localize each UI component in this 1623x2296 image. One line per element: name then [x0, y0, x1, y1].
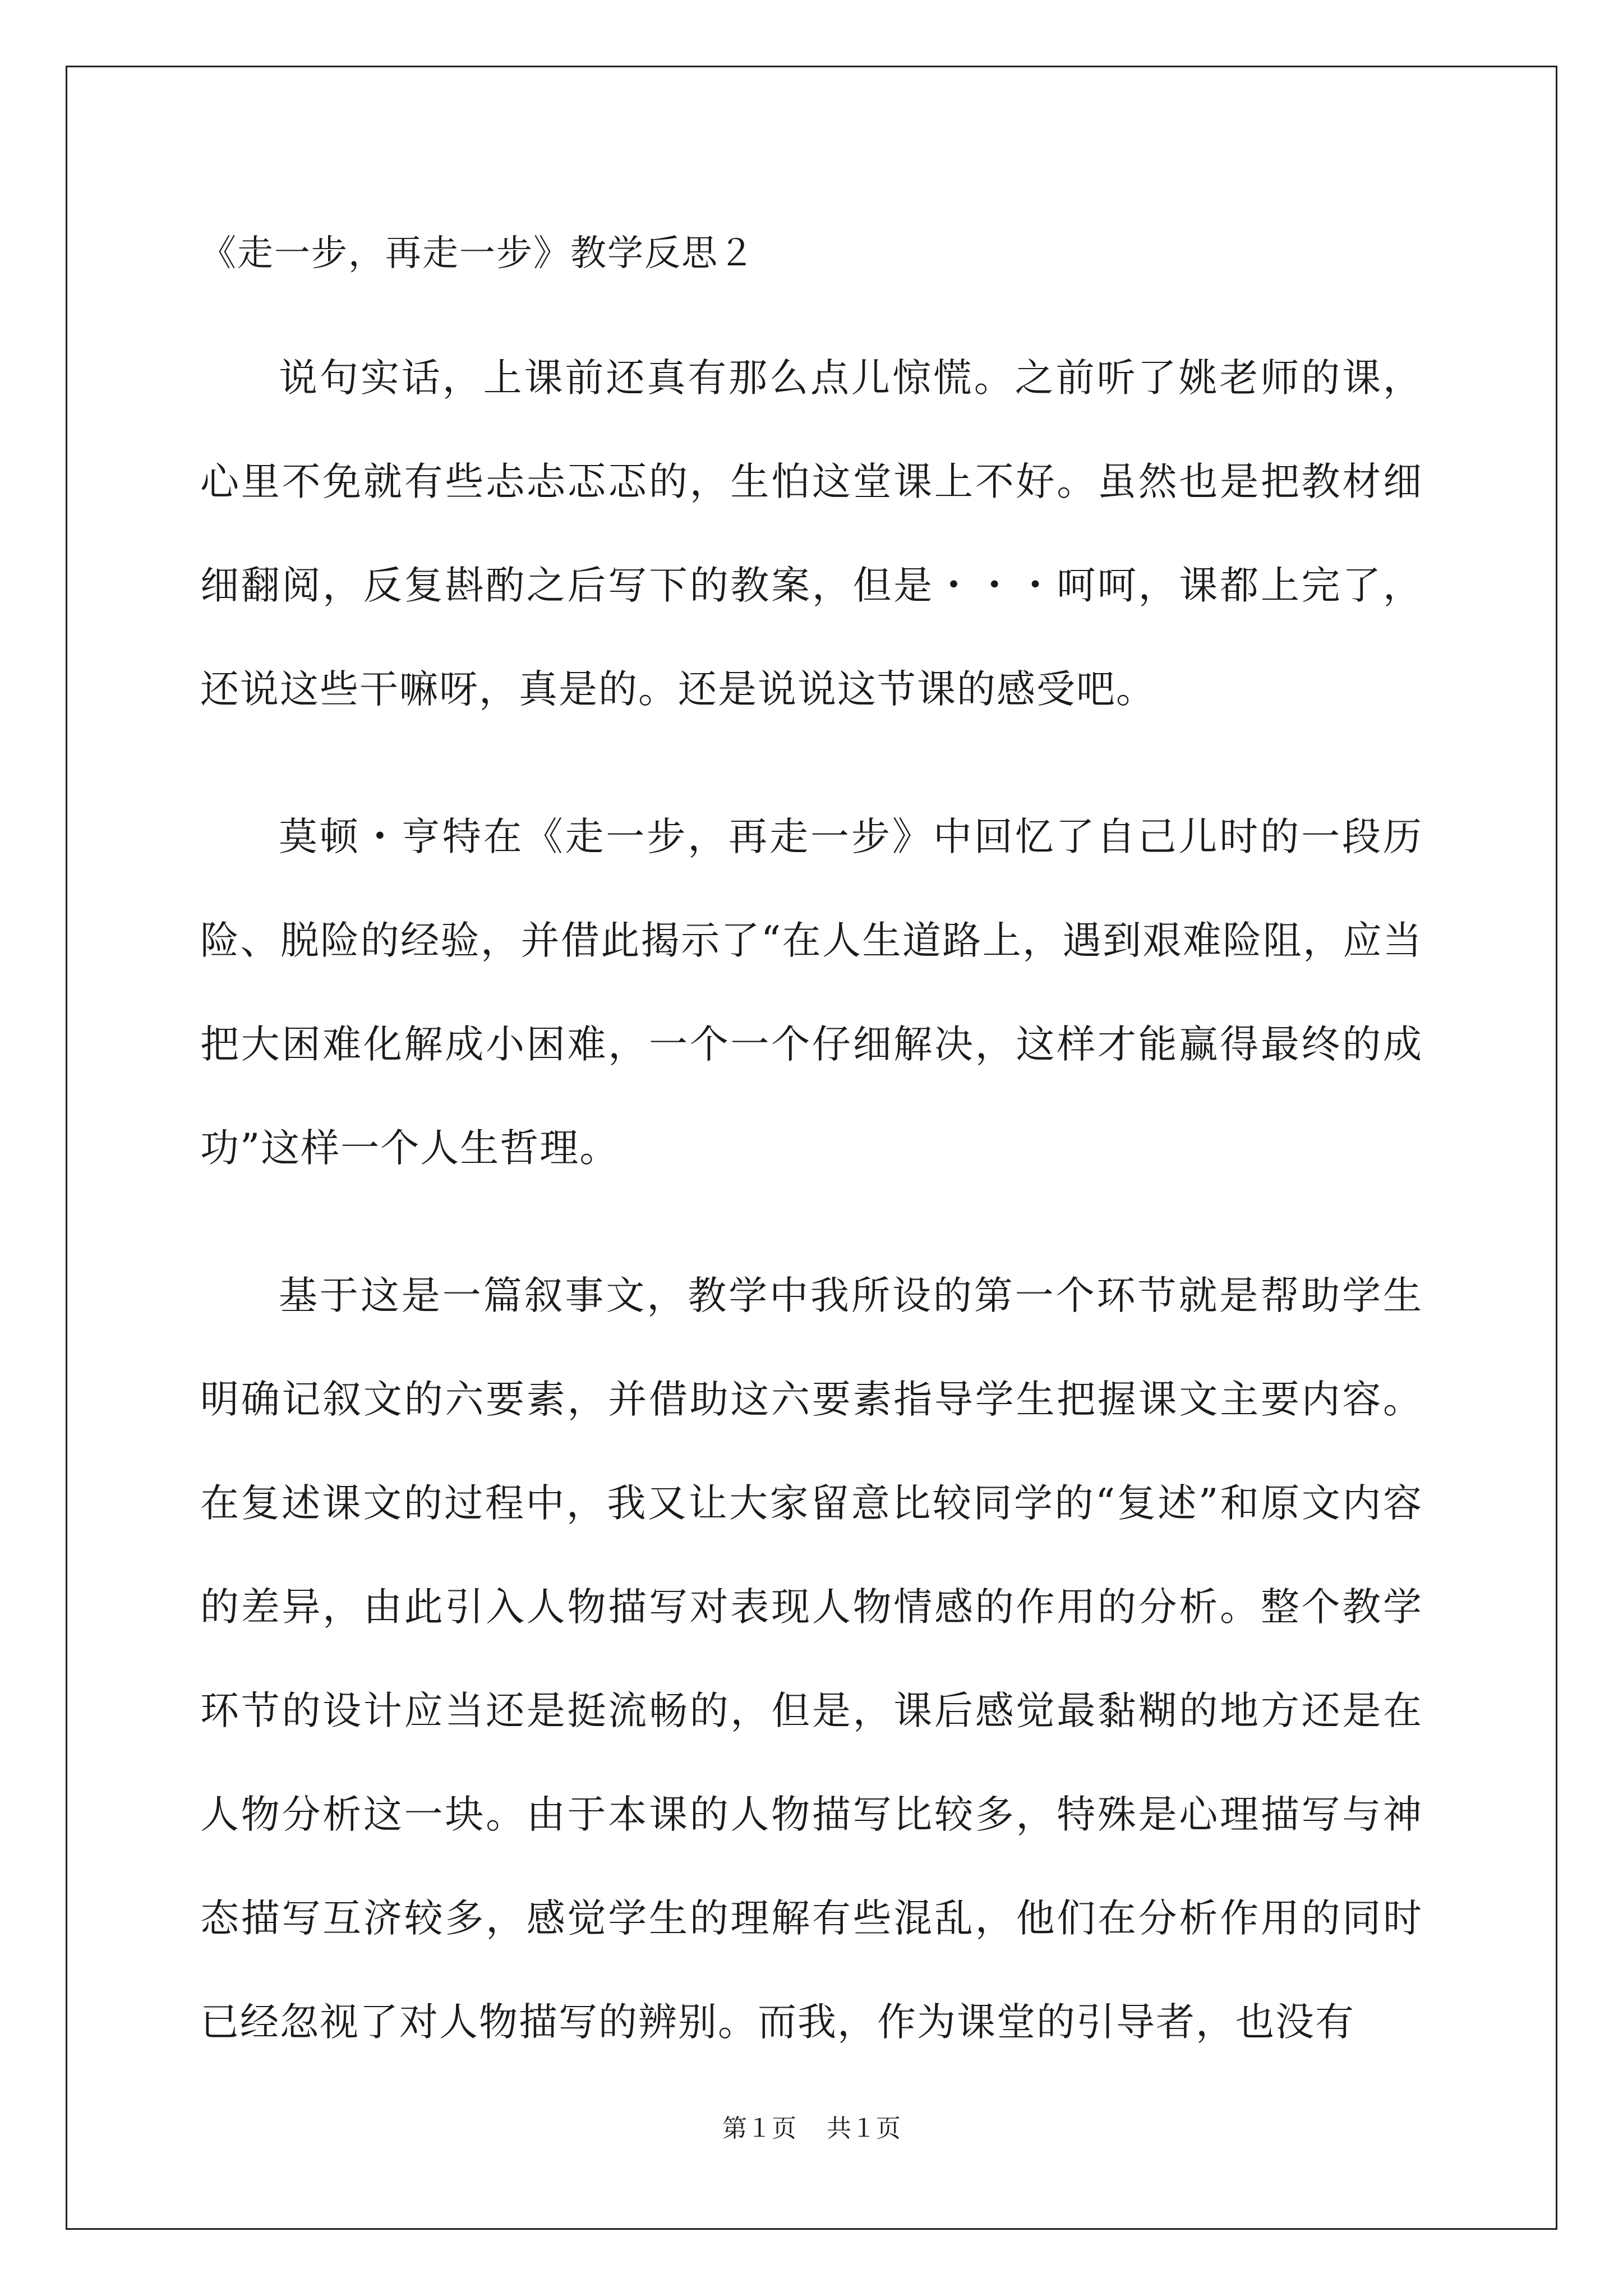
- page-footer: [0, 2112, 1623, 2146]
- document-body: [200, 226, 1423, 2074]
- paragraph-3: 基于这是一篇叙事文，教学中我所设的第一个环节就是帮助学生明确记叙文的六要素，并借助这六要素指导学生把握课文主要内容。在复述课文的过程中，我又让大家留意比较同学的“复述”和原文内容的差异，由此引入人物描写对表现人物情感的作用的分析。整个教学环节的设计应当还是挺流畅的，但是，课后感觉最黏糊的地方还是在人物分析这一块。由于本课的人物描写比较多，特殊是心理描写与神态描写互济较多，感觉学生的理解有些混乱，他们在分析作用的同时已经忽视了对人物描写的辨别。而我，作为课堂的引导者，也没有: [200, 1273, 1423, 2045]
- paragraph-2: 莫顿・亨特在《走一步，再走一步》中回忆了自己儿时的一段历险、脱险的经验，并借此揭示了“在人生道路上，遇到艰难险阻，应当把大困难化解成小困难，一个一个仔细解决，这样才能赢得最终的成功”这样一个人生哲理。: [200, 815, 1423, 1171]
- page-number: 第１页: [722, 2114, 796, 2143]
- page-total: 共１页: [827, 2114, 901, 2143]
- paragraph-1: 说句实话，上课前还真有那么点儿惊慌。之前听了姚老师的课，心里不免就有些忐忐忑忑的，生怕这堂课上不好。虽然也是把教材细细翻阅，反复斟酌之后写下的教案，但是・・・呵呵，课都上完了，还说这些干嘛呀，真是的。还是说说这节课的感受吧。: [200, 356, 1423, 712]
- document-title: 《走一步，再走一步》教学反思２: [200, 233, 755, 274]
